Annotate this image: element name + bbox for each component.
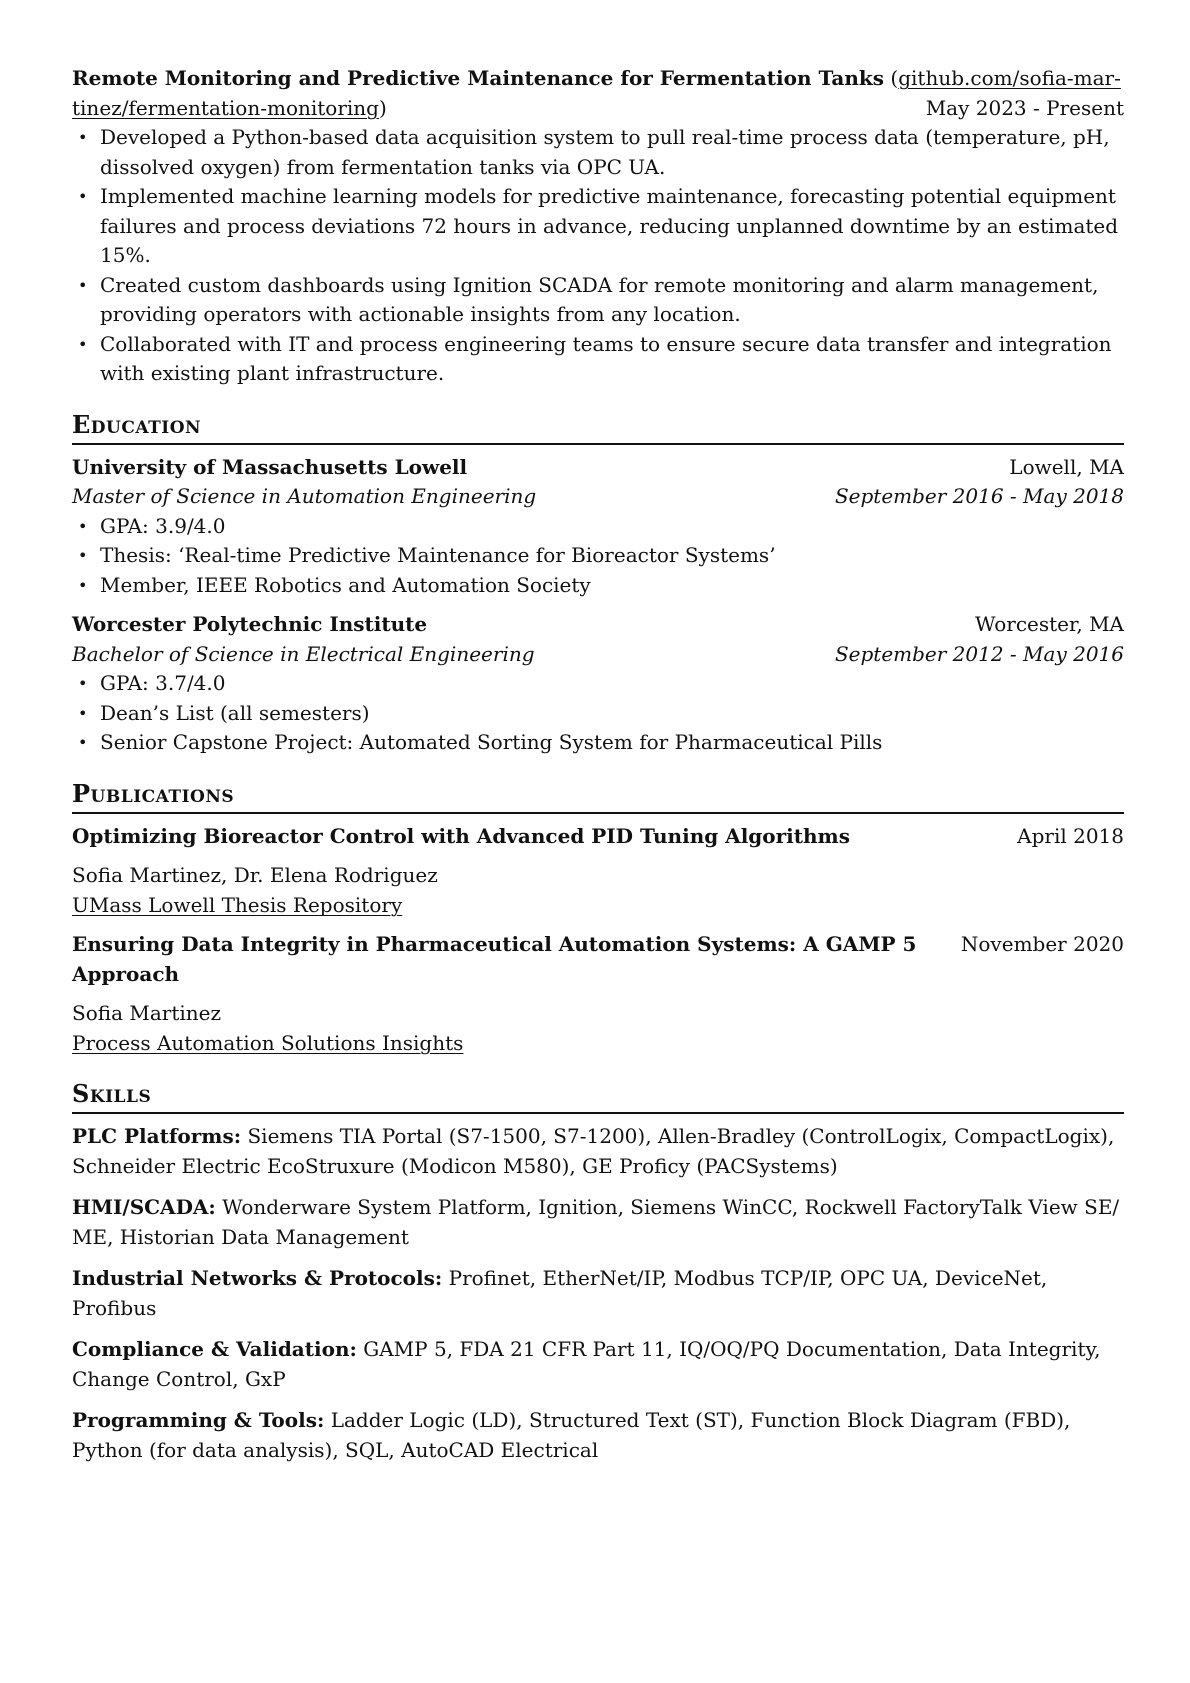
skill-row [72, 1264, 1124, 1323]
publication-entry [72, 930, 1124, 1058]
skill-label: PLC Platforms: [72, 1124, 242, 1148]
project-open-paren: ( [884, 66, 899, 90]
skill-text: Siemens TIA Portal (S7-1500, S7-1200), Allen-Bradley (ControlLogix, CompactLogix), Schneider Electric EcoStruxure (Modicon M580), GE Proficy (PACSystems) [72, 1124, 1115, 1178]
degree: Master of Science in Automation Engineering [72, 484, 537, 508]
skill-text: Ladder Logic (LD), Structured Text (ST), Function Block Diagram (FBD), Python (for data analysis), SQL, AutoCAD Electrical [72, 1408, 1071, 1462]
education-entry [72, 453, 1124, 601]
project-bullets [72, 123, 1124, 389]
degree: Bachelor of Science in Electrical Engineering [72, 641, 535, 666]
skill-row [72, 1193, 1124, 1252]
project-header [72, 64, 1124, 123]
skill-label: Industrial Networks & Protocols: [72, 1266, 443, 1290]
list-item: • GPA: 3.7/4.0 [72, 669, 1124, 699]
skill-label: HMI/SCADA: [72, 1195, 216, 1219]
skill-text: Profinet, EtherNet/IP, Modbus TCP/IP, OPC UA, DeviceNet, Profibus [72, 1266, 1048, 1320]
publication-venue-link[interactable]: UMass Lowell Thesis Repository [72, 892, 403, 917]
skill-text: GAMP 5, FDA 21 CFR Part 11, IQ/OQ/PQ Documentation, Data Integrity, Change Control, GxP [72, 1337, 1101, 1391]
project-github-link-cont[interactable]: tinez/fermentation-monitoring [72, 95, 379, 120]
list-item: • Developed a Python-based data acquisition system to pull real-time process data (temperature, pH, dissolved oxygen) from fermentation tanks via OPC UA. [72, 123, 1124, 182]
list-item: • Dean’s List (all semesters) [72, 699, 1124, 729]
school-name: University of Massachusetts Lowell [72, 454, 468, 479]
publication-entry [72, 822, 1124, 921]
publication-title: Ensuring Data Integrity in Pharmaceutical Automation Systems: A GAMP 5 Approach [72, 932, 917, 986]
school-name: Worcester Polytechnic Institute [72, 612, 428, 636]
skill-row [72, 1406, 1124, 1465]
list-item: • GPA: 3.9/4.0 [72, 512, 1124, 542]
education-heading: Education [72, 409, 1124, 445]
list-item: • Member, IEEE Robotics and Automation Society [72, 571, 1124, 601]
publication-authors: Sofia Martinez, Dr. Elena Rodriguez [72, 863, 438, 887]
project-github-link[interactable]: github.com/sofia-mar- [898, 66, 1121, 90]
publication-authors: Sofia Martinez [72, 1001, 222, 1025]
skill-label: Programming & Tools: [72, 1408, 325, 1432]
publication-date: November 2020 [960, 932, 1124, 956]
school-location: Lowell, MA [1009, 454, 1124, 479]
resume-page [72, 64, 1124, 1477]
list-item: • Created custom dashboards using Ignition SCADA for remote monitoring and alarm management, providing operators with actionable insights from any location. [72, 271, 1124, 330]
skills-heading: Skills [72, 1078, 1124, 1114]
project-date: May 2023 - Present [925, 95, 1124, 120]
skill-row [72, 1122, 1124, 1181]
publications-heading: Publications [72, 778, 1124, 814]
publication-title: Optimizing Bioreactor Control with Advanced PID Tuning Algorithms [72, 823, 850, 848]
education-dates: September 2012 - May 2016 [834, 641, 1124, 666]
publication-venue-link[interactable]: Process Automation Solutions Insights [72, 1030, 464, 1055]
skill-row [72, 1335, 1124, 1394]
list-item: • Thesis: ‘Real-time Predictive Maintenance for Bioreactor Systems’ [72, 541, 1124, 571]
education-entry [72, 610, 1124, 758]
education-dates: September 2016 - May 2018 [834, 484, 1124, 508]
list-item: • Implemented machine learning models for predictive maintenance, forecasting potential equipment failures and process deviations 72 hours in advance, reducing unplanned downtime by an estimated 15%. [72, 182, 1124, 271]
project-close-paren: ) [378, 95, 387, 120]
skill-text: Wonderware System Platform, Ignition, Siemens WinCC, Rockwell FactoryTalk View SE/ ME, Historian Data Management [72, 1195, 1120, 1249]
skill-label: Compliance & Validation: [72, 1337, 357, 1361]
project-title: Remote Monitoring and Predictive Maintenance for Fermentation Tanks [72, 66, 885, 90]
school-location: Worcester, MA [975, 612, 1124, 636]
list-item: • Senior Capstone Project: Automated Sorting System for Pharmaceutical Pills [72, 728, 1124, 758]
list-item: • Collaborated with IT and process engineering teams to ensure secure data transfer and integration with existing plant infrastructure. [72, 330, 1124, 389]
publication-date: April 2018 [1017, 823, 1124, 848]
